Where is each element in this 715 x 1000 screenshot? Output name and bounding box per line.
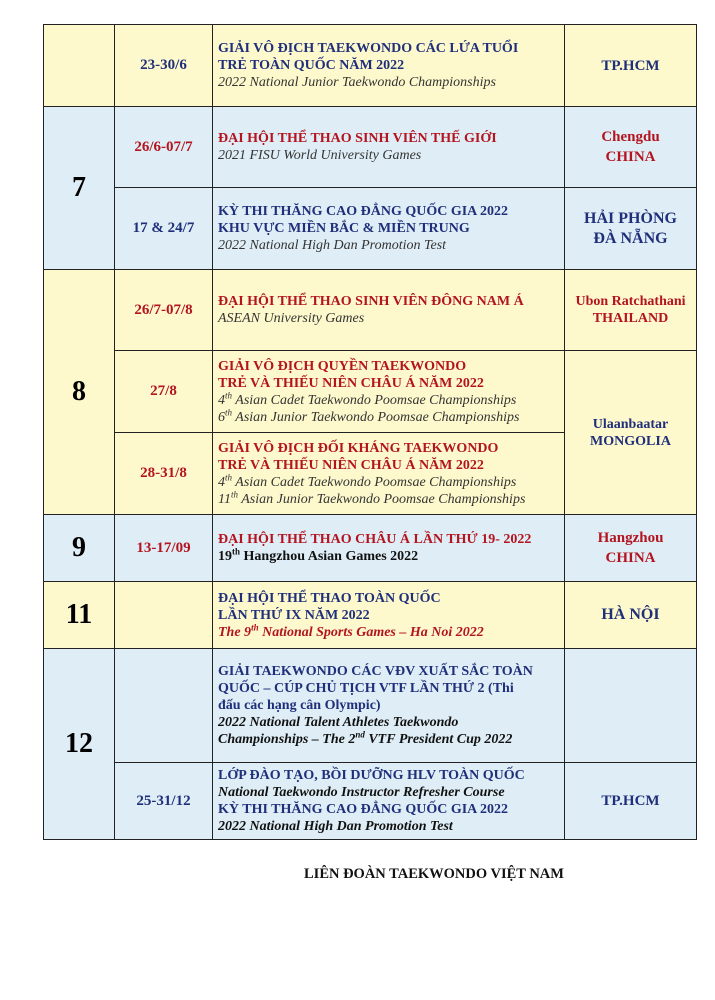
event-subtitle-text: Asian Cadet Taekwondo Poomsae Championships (232, 392, 517, 408)
event-title: KỲ THI THĂNG CAO ĐẲNG QUỐC GIA 2022 (218, 204, 509, 219)
event-subtitle (218, 471, 559, 491)
venue-country: THAILAND (592, 311, 669, 326)
event-title: GIẢI TAEKWONDO CÁC VĐV XUẤT SẮC TOÀN (218, 664, 533, 679)
event-subtitle: National Taekwondo Instructor Refresher Course (218, 785, 505, 800)
event-cell (213, 107, 565, 188)
event-title: đấu các hạng cân Olympic) (218, 698, 381, 713)
venue-cell (565, 351, 697, 515)
event-cell (213, 649, 565, 763)
ordinal-suffix: th (225, 471, 233, 482)
date-cell: 17 & 24/7 (115, 188, 213, 270)
ordinal-suffix: th (230, 488, 238, 499)
event-subtitle-text: Championships – The 2 (218, 732, 356, 747)
ordinal-number: 4 (218, 474, 225, 490)
event-title: KỲ THI THĂNG CAO ĐẲNG QUỐC GIA 2022 (218, 802, 509, 817)
event-subtitle: 2022 National Junior Taekwondo Championships (218, 75, 496, 90)
event-title: GIẢI VÔ ĐỊCH TAEKWONDO CÁC LỨA TUỔI (218, 41, 519, 56)
event-subtitle (218, 548, 559, 565)
event-cell (213, 515, 565, 582)
venue-cell: HÀ NỘI (565, 582, 697, 649)
date-cell: 28-31/8 (115, 433, 213, 515)
table-row (44, 25, 697, 107)
venue-cell (565, 649, 697, 763)
ordinal-number: 11 (218, 491, 231, 507)
event-cell (213, 582, 565, 649)
date-cell: 26/6-07/7 (115, 107, 213, 188)
venue-country: CHINA (605, 550, 656, 566)
venue-country: MONGOLIA (590, 433, 671, 449)
event-subtitle-text: Asian Junior Taekwondo Poomsae Championships (237, 491, 526, 507)
venue-cell (565, 107, 697, 188)
table-row (44, 188, 697, 270)
date-cell: 25-31/12 (115, 763, 213, 840)
event-cell (213, 188, 565, 270)
event-subtitle-text: VTF President Cup 2022 (364, 732, 513, 747)
event-title: TRẺ VÀ THIẾU NIÊN CHÂU Á NĂM 2022 (218, 375, 484, 391)
event-title: QUỐC – CÚP CHỦ TỊCH VTF LẦN THỨ 2 (Thi (218, 681, 514, 696)
event-title: ĐẠI HỘI THỂ THAO SINH VIÊN ĐÔNG NAM Á (218, 294, 524, 309)
table-row (44, 582, 697, 649)
event-subtitle-text: The 9 (218, 624, 252, 640)
event-cell (213, 270, 565, 351)
date-cell: 27/8 (115, 351, 213, 433)
date-cell: 23-30/6 (115, 25, 213, 107)
venue-city: HẢI PHÒNG (584, 209, 677, 227)
table-row (44, 649, 697, 763)
venue-city: Ulaanbaatar (592, 416, 669, 432)
month-cell: 8 (44, 270, 115, 515)
table-row (44, 351, 697, 433)
month-cell (44, 25, 115, 107)
venue-city: Ubon Ratchathani (575, 294, 686, 309)
event-title: LẦN THỨ IX NĂM 2022 (218, 607, 370, 623)
event-subtitle (218, 406, 559, 426)
ordinal-suffix: th (225, 406, 233, 417)
event-title: KHU VỰC MIỀN BẮC & MIỀN TRUNG (218, 221, 470, 236)
event-subtitle: 2022 National High Dan Promotion Test (218, 238, 447, 253)
ordinal-number: 19 (218, 549, 232, 564)
month-cell: 7 (44, 107, 115, 270)
table-row (44, 107, 697, 188)
event-subtitle-text: Asian Cadet Taekwondo Poomsae Championships (232, 474, 517, 490)
ordinal-suffix: th (251, 621, 259, 632)
event-title: TRẺ VÀ THIẾU NIÊN CHÂU Á NĂM 2022 (218, 457, 484, 473)
month-cell: 12 (44, 649, 115, 840)
table-row (44, 270, 697, 351)
event-cell (213, 25, 565, 107)
venue-cell (565, 270, 697, 351)
event-subtitle (218, 488, 559, 508)
venue-city: Hangzhou (597, 530, 664, 546)
venue-city: Chengdu (601, 129, 660, 145)
event-title: GIẢI VÔ ĐỊCH QUYỀN TAEKWONDO (218, 358, 467, 374)
table-row (44, 763, 697, 840)
schedule-table (43, 24, 697, 840)
footer-signature: LIÊN ĐOÀN TAEKWONDO VIỆT NAM (304, 866, 564, 882)
event-subtitle: ASEAN University Games (218, 311, 365, 326)
event-title: GIẢI VÔ ĐỊCH ĐỐI KHÁNG TAEKWONDO (218, 440, 499, 456)
event-title: TRẺ TOÀN QUỐC NĂM 2022 (218, 58, 405, 73)
event-cell (213, 763, 565, 840)
event-subtitle: 2021 FISU World University Games (218, 148, 422, 163)
ordinal-number: 6 (218, 409, 225, 425)
event-subtitle-text: Asian Junior Taekwondo Poomsae Championships (232, 409, 520, 425)
ordinal-suffix: th (232, 546, 241, 557)
event-title: LỚP ĐÀO TẠO, BỒI DƯỠNG HLV TOÀN QUỐC (218, 768, 525, 783)
venue-cell (565, 515, 697, 582)
date-cell: 26/7-07/8 (115, 270, 213, 351)
venue-city: ĐÀ NẴNG (593, 229, 668, 247)
event-title: ĐẠI HỘI THỂ THAO CHÂU Á LẦN THỨ 19- 2022 (218, 532, 532, 547)
event-cell (213, 433, 565, 515)
venue-country: CHINA (605, 149, 656, 165)
month-cell: 11 (44, 582, 115, 649)
table-row (44, 515, 697, 582)
event-subtitle-text: Hangzhou Asian Games 2022 (240, 549, 419, 564)
ordinal-suffix: th (225, 389, 233, 400)
event-title: ĐẠI HỘI THỂ THAO TOÀN QUỐC (218, 590, 441, 606)
ordinal-number: 4 (218, 392, 225, 408)
venue-cell: TP.HCM (565, 763, 697, 840)
event-title: ĐẠI HỘI THỂ THAO SINH VIÊN THẾ GIỚI (218, 131, 497, 146)
ordinal-suffix: nd (355, 729, 365, 740)
event-subtitle-text: National Sports Games – Ha Noi 2022 (258, 624, 484, 640)
event-subtitle: 2022 National High Dan Promotion Test (218, 819, 453, 834)
event-cell (213, 351, 565, 433)
event-subtitle (218, 731, 559, 748)
venue-cell (565, 188, 697, 270)
date-cell (115, 649, 213, 763)
venue-cell: TP.HCM (565, 25, 697, 107)
event-subtitle: 2022 National Talent Athletes Taekwondo (218, 715, 459, 730)
date-cell (115, 582, 213, 649)
event-subtitle (218, 389, 559, 409)
month-cell: 9 (44, 515, 115, 582)
event-subtitle (218, 621, 559, 641)
date-cell: 13-17/09 (115, 515, 213, 582)
